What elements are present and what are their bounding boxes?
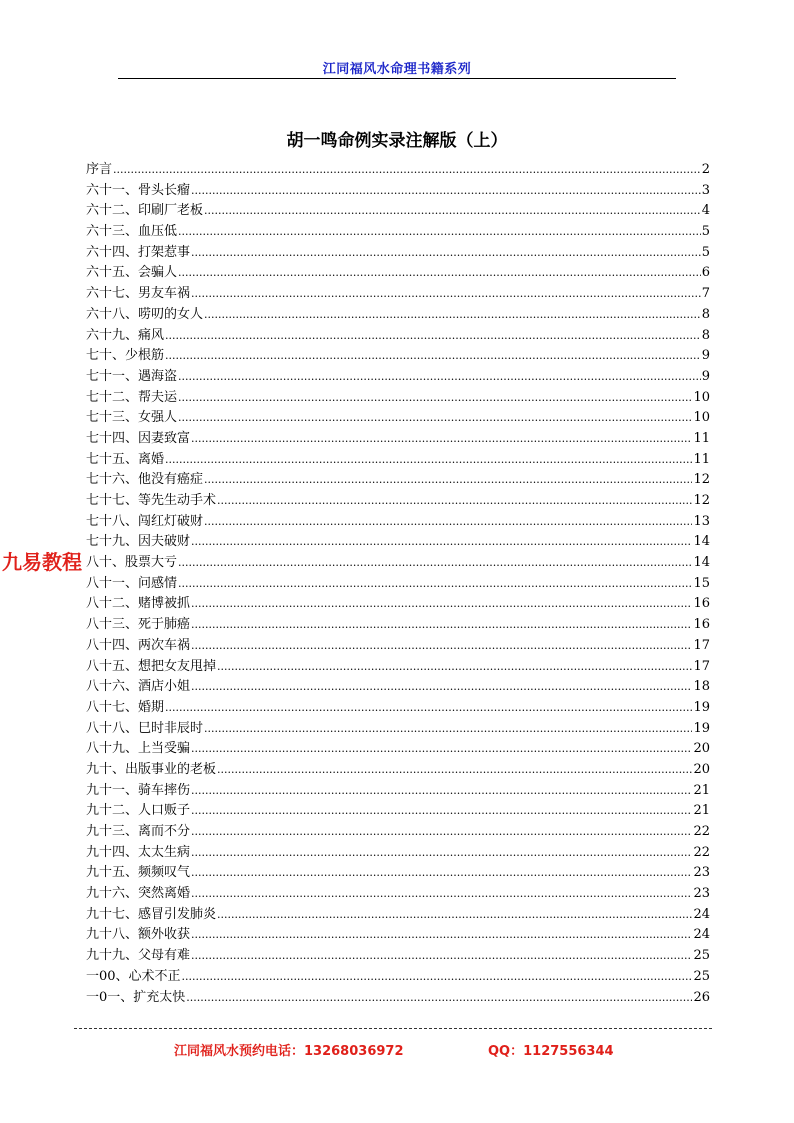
toc-entry-page: 18 [693,679,710,695]
toc-entry[interactable] [86,698,710,719]
toc-entry[interactable] [86,512,710,533]
toc-entry[interactable] [86,988,710,1009]
toc-entry-label: 六十四、打架惹事 [86,244,191,260]
toc-leader-dots [217,760,692,781]
toc-entry[interactable] [86,925,710,946]
toc-leader-dots [191,843,692,864]
toc-leader-dots [204,201,701,222]
toc-entry-label: 八十六、酒店小姐 [86,679,191,695]
toc-entry-page: 12 [693,493,710,508]
toc-leader-dots [178,222,701,243]
toc-entry[interactable] [86,243,710,264]
toc-entry-label: 九十四、太太生病 [86,844,191,860]
toc-leader-dots [113,160,701,181]
toc-leader-dots [178,263,701,284]
toc-entry-page: 11 [693,451,710,467]
toc-entry[interactable] [86,594,710,615]
toc-entry-page: 16 [693,617,710,633]
footer-phone: 江同福风水预约电话：13268036972 [174,1044,404,1059]
toc-entry-label: 八十五、想把女友甩掉 [86,658,217,674]
toc-entry-label: 八十七、婚期 [86,699,165,715]
toc-entry-page: 14 [693,534,710,550]
header-rule [118,78,676,79]
toc-entry-label: 七十七、等先生动手术 [86,493,217,508]
toc-entry-page: 25 [693,968,710,984]
toc-leader-dots [204,719,692,740]
toc-entry-label: 六十二、印刷厂老板 [86,203,204,219]
toc-entry[interactable] [86,326,710,347]
toc-entry[interactable] [86,946,710,967]
toc-entry[interactable] [86,201,710,222]
toc-entry[interactable] [86,822,710,843]
toc-leader-dots [191,636,692,657]
toc-entry[interactable] [86,408,710,429]
toc-leader-dots [178,367,701,388]
toc-entry[interactable] [86,677,710,698]
toc-leader-dots [191,863,692,884]
toc-entry[interactable] [86,967,710,988]
document-title: 胡一鸣命例实录注解版（上） [286,131,508,151]
toc-entry-label: 七十、少根筋 [86,348,165,364]
toc-entry-label: 八十八、巳时非辰时 [86,720,204,736]
toc-entry[interactable] [86,284,710,305]
toc-entry-label: 七十二、帮夫运 [86,389,178,405]
page-header: 江同福风水命理书籍系列 [322,62,472,77]
toc-entry-label: 一00、心术不正 [86,968,181,984]
toc-entry[interactable] [86,801,710,822]
toc-entry[interactable] [86,905,710,926]
toc-entry-label: 七十四、因妻致富 [86,430,191,446]
toc-leader-dots [165,346,701,367]
toc-entry[interactable] [86,450,710,471]
toc-entry-label: 八十、股票大亏 [86,555,178,571]
toc-entry-label: 六十五、会骗人 [86,265,178,281]
toc-entry[interactable] [86,429,710,450]
toc-entry-label: 序言 [86,162,113,177]
toc-entry-page: 23 [693,886,710,902]
toc-entry[interactable] [86,843,710,864]
toc-entry[interactable] [86,263,710,284]
toc-entry-label: 一0一、扩充太快 [86,989,186,1005]
toc-leader-dots [182,967,693,988]
toc-entry[interactable] [86,719,710,740]
toc-leader-dots [191,946,692,967]
toc-entry-label: 八十四、两次车祸 [86,637,191,653]
toc-leader-dots [204,512,692,533]
toc-entry[interactable] [86,160,710,181]
toc-entry-page: 19 [693,720,710,736]
toc-entry-label: 八十九、上当受骗 [86,741,191,757]
toc-entry-label: 九十五、频频叹气 [86,865,191,881]
toc-entry-page: 11 [693,430,710,446]
watermark: 九易教程 [2,550,82,574]
toc-leader-dots [165,450,692,471]
toc-leader-dots [191,801,692,822]
toc-leader-dots [186,988,692,1009]
toc-entry[interactable] [86,346,710,367]
toc-leader-dots [217,657,692,678]
toc-entry-page: 23 [693,865,710,881]
toc-entry-label: 八十三、死于肺癌 [86,617,191,633]
toc-entry-label: 七十九、因夫破财 [86,534,191,550]
toc-leader-dots [178,553,692,574]
toc-entry-page: 3 [701,182,710,198]
toc-entry-page: 17 [693,637,710,653]
toc-entry-label: 七十五、离婚 [86,451,165,467]
toc-leader-dots [204,305,701,326]
toc-entry-label: 九十七、感冒引发肺炎 [86,906,217,922]
toc-leader-dots [191,781,692,802]
toc-leader-dots [191,739,692,760]
toc-entry[interactable] [86,657,710,678]
toc-entry-label: 九十六、突然离婚 [86,886,191,902]
toc-leader-dots [165,698,692,719]
toc-entry-page: 25 [693,948,710,964]
toc-entry[interactable] [86,760,710,781]
toc-leader-dots [165,326,701,347]
toc-entry-label: 九十九、父母有难 [86,948,191,964]
toc-leader-dots [191,925,692,946]
toc-entry-page: 5 [701,244,710,260]
toc-entry-label: 七十八、闯红灯破财 [86,513,204,529]
toc-entry-label: 七十六、他没有癌症 [86,472,204,488]
toc-entry-label: 九十二、人口贩子 [86,803,191,819]
toc-entry-page: 24 [693,906,710,922]
toc-entry[interactable] [86,532,710,553]
toc-entry-page: 5 [701,224,710,240]
toc-leader-dots [178,408,692,429]
toc-entry[interactable] [86,636,710,657]
toc-entry-page: 9 [701,348,710,364]
toc-entry-label: 六十九、痛风 [86,327,165,343]
toc-entry-page: 9 [701,368,710,384]
toc-entry[interactable] [86,781,710,802]
toc-entry-page: 10 [693,389,710,405]
toc-entry-page: 8 [701,306,710,322]
toc-entry-page: 19 [693,699,710,715]
toc-entry[interactable] [86,553,710,574]
toc-entry-page: 12 [693,472,710,488]
footer-rule [74,1028,712,1029]
toc-leader-dots [191,615,692,636]
toc-entry[interactable] [86,470,710,491]
toc-entry[interactable] [86,305,710,326]
toc-entry-page: 15 [693,575,710,591]
toc-entry-label: 六十三、血压低 [86,224,178,240]
toc-entry-page: 21 [693,803,710,819]
toc-entry-page: 7 [701,286,710,302]
toc-leader-dots [178,574,692,595]
toc-entry-page: 22 [693,844,710,860]
toc-entry-label: 六十八、唠叨的女人 [86,306,204,322]
toc-entry[interactable] [86,491,710,512]
toc-entry[interactable] [86,574,710,595]
toc-entry-page: 21 [693,782,710,798]
toc-entry-page: 6 [701,265,710,281]
toc-entry-label: 九十、出版事业的老板 [86,761,217,777]
toc-leader-dots [191,429,692,450]
toc-entry-page: 22 [693,824,710,839]
toc-entry-page: 2 [701,162,710,177]
toc-entry-page: 26 [693,989,710,1005]
toc-leader-dots [191,243,701,264]
toc-entry-label: 八十二、赌博被抓 [86,596,191,612]
toc-entry-label: 九十八、额外收获 [86,927,191,943]
toc-entry[interactable] [86,367,710,388]
toc-entry-page: 14 [693,555,710,571]
toc-leader-dots [191,181,701,202]
toc-leader-dots [191,532,692,553]
toc-leader-dots [191,284,701,305]
toc-entry[interactable] [86,181,710,202]
toc-leader-dots [217,905,692,926]
toc-entry-page: 20 [693,741,710,757]
toc-entry-page: 20 [693,761,710,777]
toc-entry-page: 17 [693,658,710,674]
toc-leader-dots [191,884,692,905]
toc-entry-label: 六十七、男友车祸 [86,286,191,302]
toc-entry-label: 六十一、骨头长瘤 [86,182,191,198]
toc-leader-dots [204,470,692,491]
toc-entry-label: 九十三、离而不分 [86,824,191,839]
toc-entry-page: 4 [701,203,710,219]
toc-leader-dots [191,677,692,698]
toc-entry-page: 10 [693,410,710,426]
toc-entry-label: 七十三、女强人 [86,410,178,426]
toc-leader-dots [217,491,692,512]
toc-entry[interactable] [86,884,710,905]
toc-entry[interactable] [86,863,710,884]
toc-entry-label: 七十一、遇海盗 [86,368,178,384]
toc-leader-dots [178,388,692,409]
table-of-contents [86,160,710,1008]
toc-entry-page: 24 [693,927,710,943]
toc-leader-dots [191,822,692,843]
toc-entry[interactable] [86,388,710,409]
toc-leader-dots [191,594,692,615]
toc-entry-label: 八十一、问感情 [86,575,178,591]
toc-entry-label: 九十一、骑车摔伤 [86,782,191,798]
toc-entry[interactable] [86,739,710,760]
toc-entry[interactable] [86,222,710,243]
toc-entry[interactable] [86,615,710,636]
footer-qq: QQ：1127556344 [488,1044,614,1059]
toc-entry-page: 16 [693,596,710,612]
toc-entry-page: 13 [693,513,710,529]
toc-entry-page: 8 [701,327,710,343]
